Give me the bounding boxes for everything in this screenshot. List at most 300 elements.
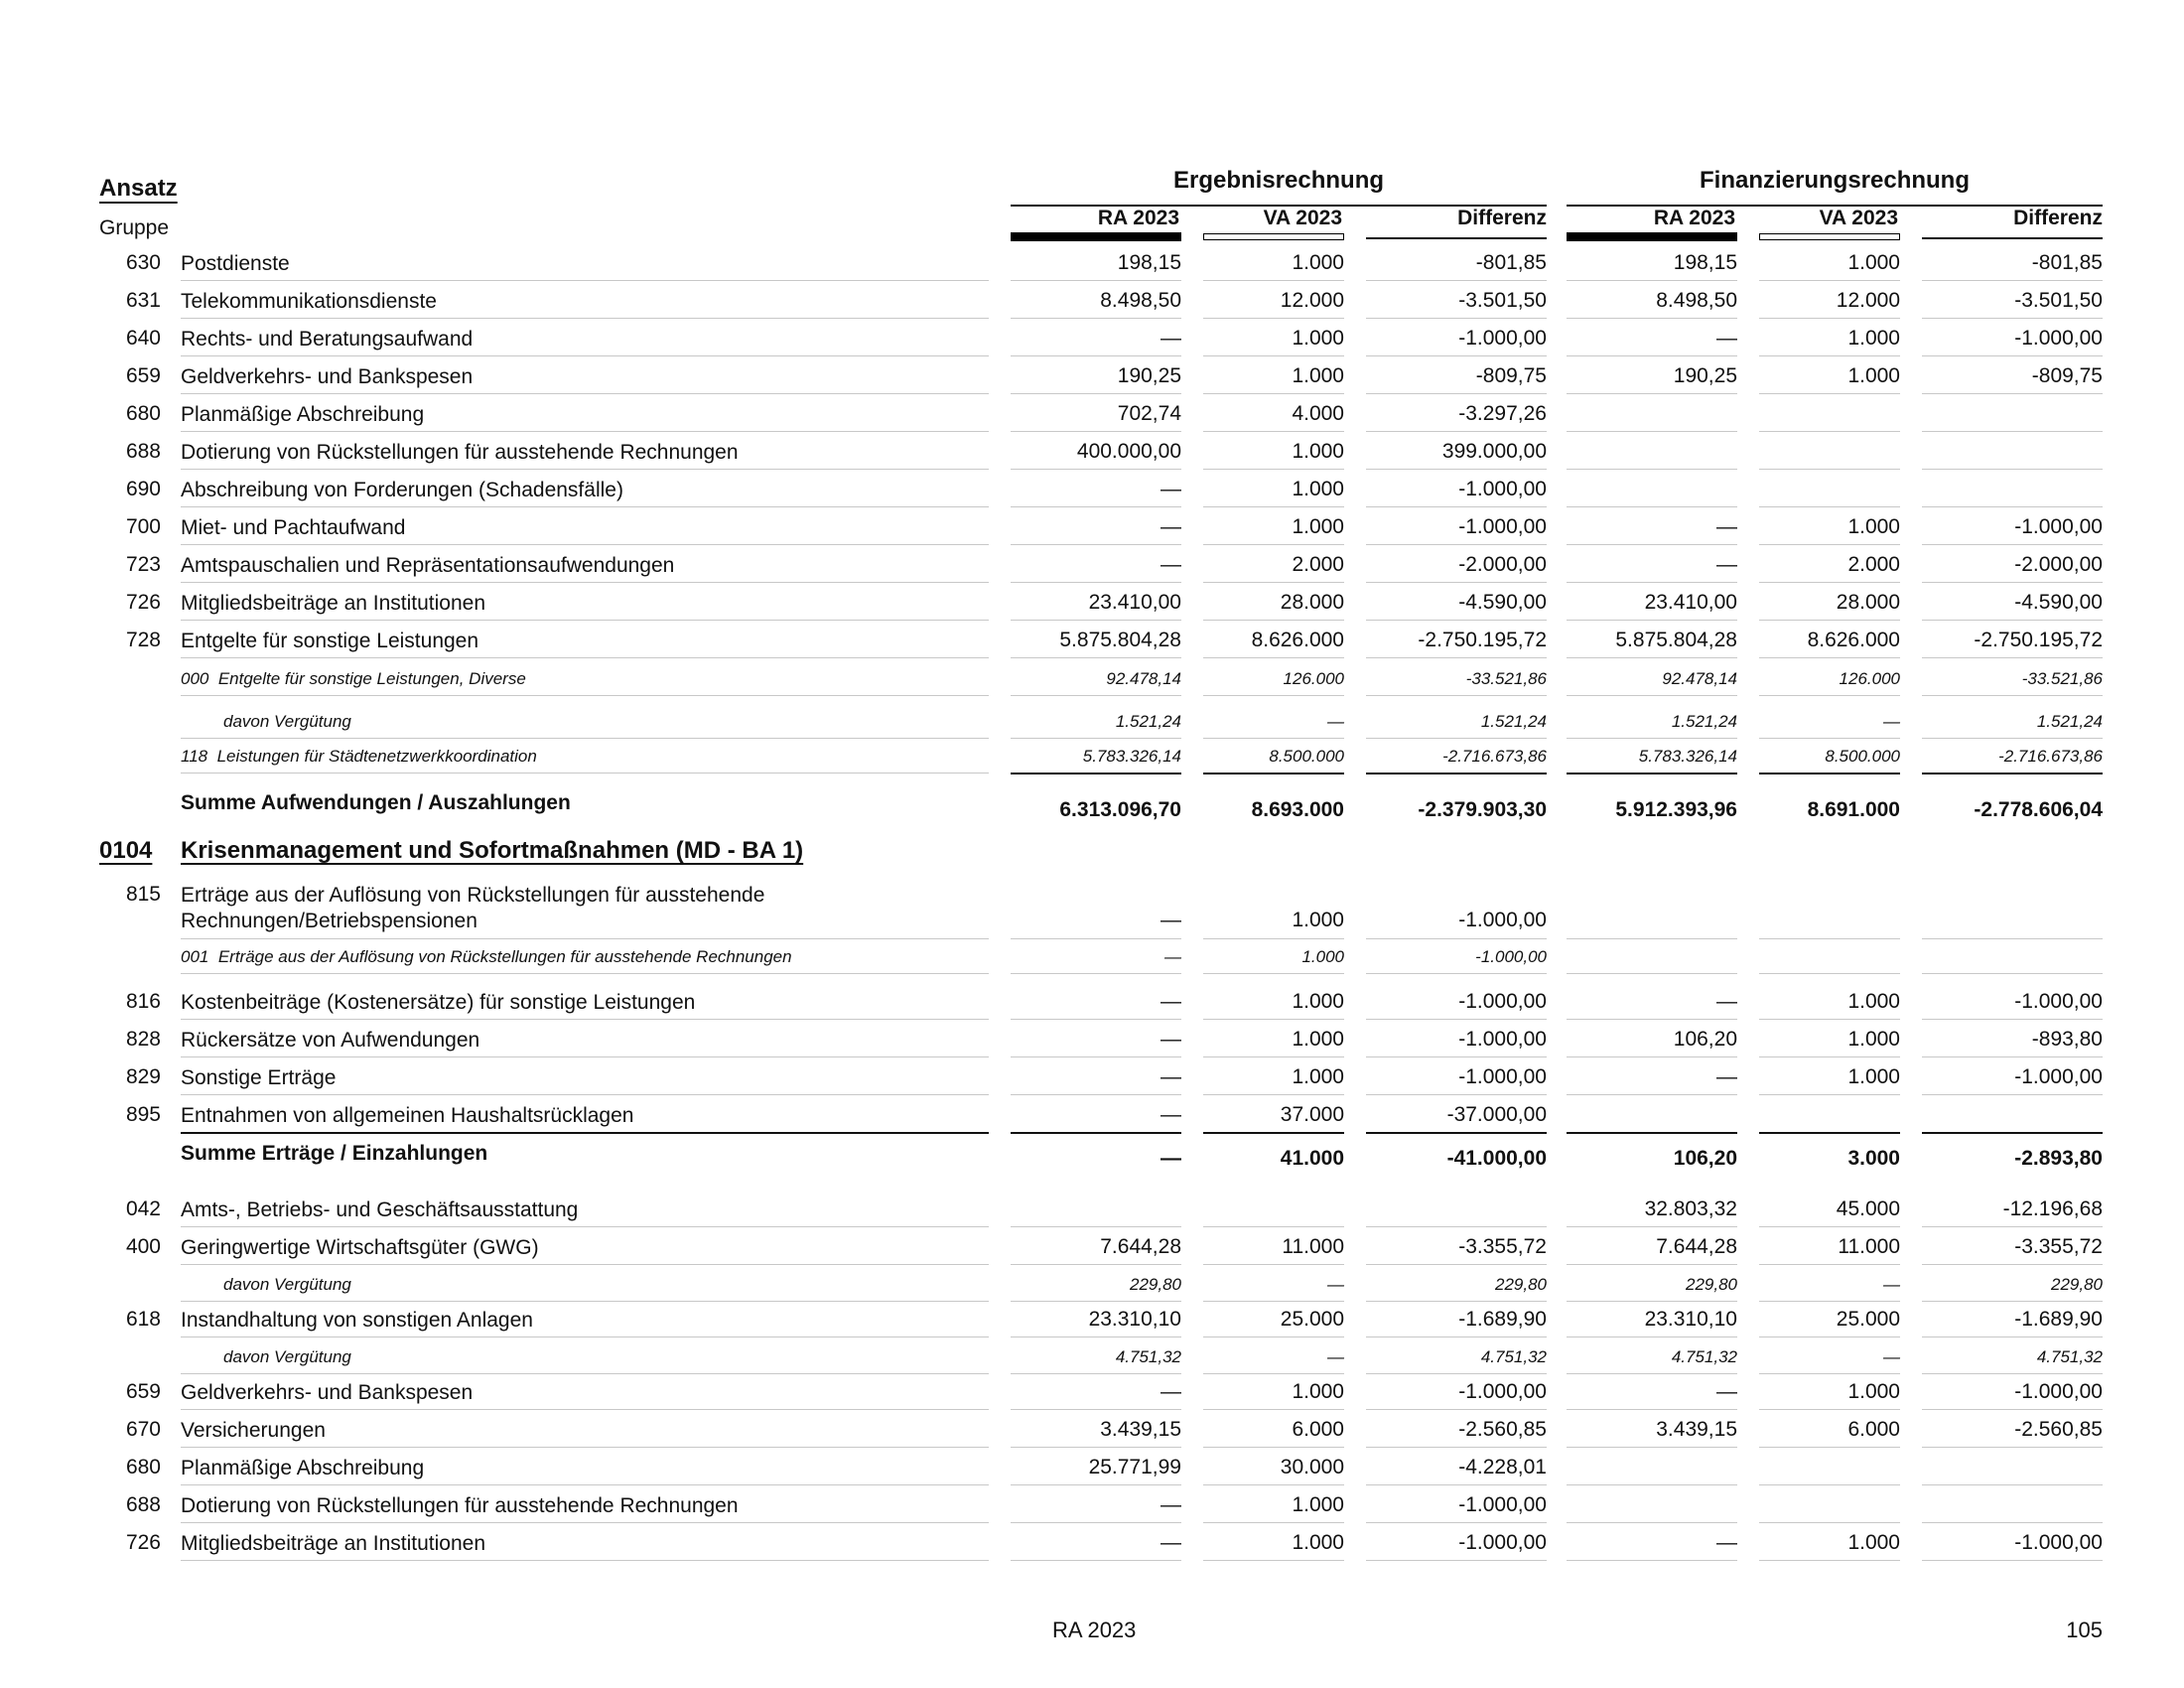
cell-divider bbox=[1011, 1560, 1181, 1561]
row-code: 670 bbox=[125, 1418, 161, 1441]
row-divider bbox=[181, 431, 989, 432]
cell-ra-finanz: — bbox=[1716, 1380, 1737, 1403]
cell-divider bbox=[1922, 773, 2103, 774]
cell-divider bbox=[1567, 695, 1737, 696]
row-label: Planmäßige Abschreibung bbox=[181, 1457, 425, 1479]
cell-divider bbox=[1011, 431, 1181, 432]
cell-divider bbox=[1366, 973, 1547, 974]
cell-diff-ergebnis: -3.501,50 bbox=[1458, 289, 1547, 312]
cell-divider bbox=[1759, 973, 1900, 974]
cell-diff-ergebnis: -3.297,26 bbox=[1458, 402, 1547, 425]
row-divider bbox=[181, 738, 989, 739]
row-code: 723 bbox=[125, 553, 161, 576]
cell-divider bbox=[1011, 318, 1181, 319]
cell-divider bbox=[1922, 620, 2103, 621]
cell-diff-ergebnis: -1.689,90 bbox=[1458, 1308, 1547, 1331]
cell-divider bbox=[1759, 1409, 1900, 1410]
cell-divider bbox=[1366, 506, 1547, 507]
cell-divider bbox=[1203, 773, 1344, 774]
col-head-ra-1: RA 2023 bbox=[1097, 207, 1179, 229]
cell-divider bbox=[1567, 1336, 1737, 1337]
cell-va-finanz: 1.000 bbox=[1847, 1531, 1900, 1554]
cell-diff-finanz: -2.560,85 bbox=[2014, 1418, 2103, 1441]
cell-divider bbox=[1922, 318, 2103, 319]
cell-divider bbox=[1759, 1522, 1900, 1523]
cell-divider bbox=[1922, 657, 2103, 658]
cell-divider bbox=[1759, 1132, 1900, 1134]
cell-diff-finanz: -2.778.606,04 bbox=[1974, 798, 2103, 821]
cell-divider bbox=[1759, 620, 1900, 621]
cell-diff-ergebnis: -2.560,85 bbox=[1458, 1418, 1547, 1441]
row-divider bbox=[181, 1409, 989, 1410]
cell-va-finanz: 28.000 bbox=[1836, 591, 1900, 614]
cell-va-ergebnis: 30.000 bbox=[1280, 1456, 1344, 1478]
row-divider bbox=[181, 1094, 989, 1095]
cell-diff-ergebnis: -1.000,00 bbox=[1475, 947, 1547, 966]
cell-va-ergebnis: 1.000 bbox=[1292, 990, 1344, 1013]
cell-divider bbox=[1366, 620, 1547, 621]
row-code: 659 bbox=[125, 364, 161, 387]
cell-divider bbox=[1011, 1019, 1181, 1020]
cell-diff-ergebnis: -2.750.195,72 bbox=[1418, 629, 1547, 651]
cell-divider bbox=[1759, 280, 1900, 281]
row-divider bbox=[181, 1264, 989, 1265]
cell-diff-ergebnis: -1.000,00 bbox=[1458, 515, 1547, 538]
sub-row-label bbox=[181, 947, 792, 967]
cell-divider bbox=[1203, 1301, 1344, 1302]
cell-divider bbox=[1759, 938, 1900, 939]
row-divider bbox=[181, 280, 989, 281]
cell-divider bbox=[1011, 506, 1181, 507]
cell-va-finanz: 45.000 bbox=[1836, 1197, 1900, 1220]
row-label bbox=[181, 883, 764, 934]
cell-ra-ergebnis: — bbox=[1160, 1028, 1181, 1051]
cell-ra-ergebnis: — bbox=[1160, 327, 1181, 350]
row-divider bbox=[181, 620, 989, 621]
cell-divider bbox=[1567, 1560, 1737, 1561]
cell-divider bbox=[1567, 620, 1737, 621]
sub-label: davon Vergütung bbox=[223, 1347, 351, 1366]
cell-diff-finanz: -1.689,90 bbox=[2014, 1308, 2103, 1331]
cell-diff-ergebnis: -1.000,00 bbox=[1458, 1065, 1547, 1088]
cell-diff-finanz: -33.521,86 bbox=[2021, 669, 2103, 688]
cell-divider bbox=[1011, 280, 1181, 281]
cell-va-ergebnis: 11.000 bbox=[1282, 1235, 1344, 1258]
cell-va-finanz: 8.500.000 bbox=[1825, 747, 1900, 766]
cell-ra-finanz: 32.803,32 bbox=[1644, 1197, 1737, 1220]
cell-diff-finanz: -2.750.195,72 bbox=[1974, 629, 2103, 651]
cell-divider bbox=[1567, 393, 1737, 394]
cell-va-ergebnis: 37.000 bbox=[1280, 1103, 1344, 1126]
sub-code: 118 bbox=[181, 747, 208, 766]
row-label: Sonstige Erträge bbox=[181, 1066, 337, 1089]
cell-divider bbox=[1011, 1056, 1181, 1057]
cell-divider bbox=[1922, 393, 2103, 394]
sub-label: Entgelte für sonstige Leistungen, Diverse bbox=[217, 669, 526, 688]
cell-divider bbox=[1567, 1373, 1737, 1374]
cell-divider bbox=[1203, 506, 1344, 507]
cell-va-ergebnis: 1.000 bbox=[1301, 947, 1344, 966]
cell-divider bbox=[1203, 1056, 1344, 1057]
cell-diff-finanz: 1.521,24 bbox=[2036, 712, 2103, 731]
row-code: 726 bbox=[125, 1531, 161, 1554]
cell-ra-finanz: 229,80 bbox=[1686, 1275, 1737, 1294]
cell-ra-finanz: 106,20 bbox=[1673, 1147, 1737, 1170]
cell-divider bbox=[1203, 1447, 1344, 1448]
cell-divider bbox=[1567, 469, 1737, 470]
cell-divider bbox=[1567, 938, 1737, 939]
row-code: 630 bbox=[125, 251, 161, 274]
cell-divider bbox=[1567, 1226, 1737, 1227]
cell-diff-finanz: -2.716.673,86 bbox=[1998, 747, 2103, 766]
cell-va-finanz: 6.000 bbox=[1847, 1418, 1900, 1441]
cell-ra-finanz: — bbox=[1716, 1065, 1737, 1088]
diff-bar-2 bbox=[1922, 237, 2103, 239]
cell-diff-ergebnis: -1.000,00 bbox=[1458, 327, 1547, 350]
row-label: Geldverkehrs- und Bankspesen bbox=[181, 365, 474, 388]
sub-code: 000 bbox=[181, 669, 209, 688]
cell-divider bbox=[1011, 1336, 1181, 1337]
cell-ra-ergebnis: 6.313.096,70 bbox=[1059, 798, 1181, 821]
row-divider bbox=[181, 393, 989, 394]
cell-ra-ergebnis: — bbox=[1160, 1531, 1181, 1554]
cell-va-ergebnis: — bbox=[1327, 1275, 1344, 1294]
cell-divider bbox=[1759, 1301, 1900, 1302]
cell-divider bbox=[1922, 582, 2103, 583]
row-code: 726 bbox=[125, 591, 161, 614]
cell-divider bbox=[1922, 1447, 2103, 1448]
cell-divider bbox=[1011, 469, 1181, 470]
row-label: Dotierung von Rückstellungen für ausstehende Rechnungen bbox=[181, 1494, 739, 1517]
cell-divider bbox=[1366, 657, 1547, 658]
cell-divider bbox=[1366, 1336, 1547, 1337]
cell-va-finanz: 1.000 bbox=[1847, 1028, 1900, 1051]
sub-label: Erträge aus der Auflösung von Rückstellungen für ausstehende Rechnungen bbox=[217, 947, 792, 966]
col-head-diff-1: Differenz bbox=[1457, 207, 1547, 229]
cell-divider bbox=[1759, 1484, 1900, 1485]
cell-va-ergebnis: 1.000 bbox=[1292, 327, 1344, 350]
cell-va-finanz: 8.691.000 bbox=[1807, 798, 1900, 821]
cell-diff-ergebnis: -2.379.903,30 bbox=[1418, 798, 1547, 821]
row-label: Geldverkehrs- und Bankspesen bbox=[181, 1381, 474, 1404]
cell-divider bbox=[1203, 973, 1344, 974]
row-divider bbox=[181, 506, 989, 507]
cell-divider bbox=[1922, 506, 2103, 507]
cell-divider bbox=[1203, 1226, 1344, 1227]
cell-divider bbox=[1759, 318, 1900, 319]
row-code: 640 bbox=[125, 327, 161, 350]
cell-divider bbox=[1203, 695, 1344, 696]
row-divider bbox=[181, 469, 989, 470]
cell-divider bbox=[1567, 544, 1737, 545]
cell-ra-ergebnis: — bbox=[1160, 515, 1181, 538]
cell-diff-ergebnis: -2.000,00 bbox=[1458, 553, 1547, 576]
cell-divider bbox=[1922, 1264, 2103, 1265]
cell-divider bbox=[1011, 657, 1181, 658]
row-divider bbox=[181, 1522, 989, 1523]
cell-diff-finanz: -1.000,00 bbox=[2014, 990, 2103, 1013]
cell-divider bbox=[1922, 1094, 2103, 1095]
cell-divider bbox=[1203, 1019, 1344, 1020]
cell-diff-finanz: -4.590,00 bbox=[2014, 591, 2103, 614]
cell-divider bbox=[1203, 355, 1344, 356]
cell-ra-ergebnis: 702,74 bbox=[1117, 402, 1181, 425]
cell-divider bbox=[1366, 1522, 1547, 1523]
cell-divider bbox=[1366, 1132, 1547, 1134]
cell-diff-ergebnis: -1.000,00 bbox=[1458, 990, 1547, 1013]
cell-divider bbox=[1922, 1132, 2103, 1134]
cell-divider bbox=[1922, 1409, 2103, 1410]
cell-divider bbox=[1366, 1484, 1547, 1485]
cell-divider bbox=[1203, 280, 1344, 281]
cell-va-ergebnis: 6.000 bbox=[1292, 1418, 1344, 1441]
cell-va-ergebnis: 8.626.000 bbox=[1251, 629, 1344, 651]
row-label-line2: Rechnungen/Betriebspensionen bbox=[181, 910, 478, 932]
cell-divider bbox=[1203, 582, 1344, 583]
cell-ra-finanz: 5.783.326,14 bbox=[1638, 747, 1737, 766]
cell-va-ergebnis: 12.000 bbox=[1280, 289, 1344, 312]
cell-va-ergebnis: 1.000 bbox=[1292, 1493, 1344, 1516]
cell-ra-ergebnis: — bbox=[1160, 1065, 1181, 1088]
cell-va-finanz: 8.626.000 bbox=[1807, 629, 1900, 651]
cell-ra-ergebnis: 23.310,10 bbox=[1088, 1308, 1181, 1331]
cell-va-finanz: 1.000 bbox=[1847, 327, 1900, 350]
cell-va-ergebnis: 1.000 bbox=[1292, 1380, 1344, 1403]
cell-va-ergebnis: 28.000 bbox=[1280, 591, 1344, 614]
diff-bar-1 bbox=[1366, 237, 1547, 239]
cell-divider bbox=[1011, 1301, 1181, 1302]
cell-divider bbox=[1567, 1094, 1737, 1095]
cell-diff-ergebnis: 229,80 bbox=[1495, 1275, 1547, 1294]
cell-divider bbox=[1011, 1522, 1181, 1523]
cell-divider bbox=[1366, 773, 1547, 774]
cell-divider bbox=[1759, 1094, 1900, 1095]
row-label: Amts-, Betriebs- und Geschäftsausstattung bbox=[181, 1198, 579, 1221]
cell-diff-ergebnis: -33.521,86 bbox=[1465, 669, 1547, 688]
sub-label: davon Vergütung bbox=[223, 712, 351, 731]
cell-divider bbox=[1759, 1019, 1900, 1020]
cell-va-ergebnis: 8.693.000 bbox=[1251, 798, 1344, 821]
cell-divider bbox=[1366, 355, 1547, 356]
row-divider bbox=[181, 1560, 989, 1561]
cell-va-ergebnis: 1.000 bbox=[1292, 478, 1344, 500]
col-head-va-1: VA 2023 bbox=[1263, 207, 1342, 229]
cell-diff-ergebnis: -1.000,00 bbox=[1458, 1493, 1547, 1516]
row-code: 680 bbox=[125, 1456, 161, 1478]
cell-diff-ergebnis: -1.000,00 bbox=[1458, 478, 1547, 500]
cell-va-ergebnis: 25.000 bbox=[1280, 1308, 1344, 1331]
cell-divider bbox=[1011, 773, 1181, 774]
row-label: Entnahmen von allgemeinen Haushaltsrücklagen bbox=[181, 1104, 634, 1127]
cell-divider bbox=[1011, 1264, 1181, 1265]
cell-diff-ergebnis: -3.355,72 bbox=[1458, 1235, 1547, 1258]
cell-va-ergebnis: 1.000 bbox=[1292, 251, 1344, 274]
cell-divider bbox=[1567, 318, 1737, 319]
cell-va-ergebnis: 1.000 bbox=[1292, 515, 1344, 538]
cell-va-finanz: 25.000 bbox=[1836, 1308, 1900, 1331]
cell-va-ergebnis: 1.000 bbox=[1292, 364, 1344, 387]
cell-diff-ergebnis: 1.521,24 bbox=[1480, 712, 1547, 731]
row-divider bbox=[181, 773, 989, 774]
cell-divider bbox=[1922, 738, 2103, 739]
cell-divider bbox=[1759, 1336, 1900, 1337]
cell-divider bbox=[1203, 431, 1344, 432]
cell-divider bbox=[1011, 393, 1181, 394]
sub-row-label bbox=[181, 747, 537, 767]
cell-ra-ergebnis: 92.478,14 bbox=[1106, 669, 1181, 688]
cell-divider bbox=[1366, 1226, 1547, 1227]
row-label: Telekommunikationsdienste bbox=[181, 290, 437, 313]
cell-divider bbox=[1567, 773, 1737, 774]
cell-va-ergebnis: 4.000 bbox=[1292, 402, 1344, 425]
row-divider bbox=[181, 973, 989, 974]
row-divider bbox=[181, 1301, 989, 1302]
cell-divider bbox=[1011, 1094, 1181, 1095]
sub-label: Leistungen für Städtenetzwerkkoordination bbox=[216, 747, 537, 766]
row-label: Planmäßige Abschreibung bbox=[181, 403, 425, 426]
cell-ra-finanz: — bbox=[1716, 1531, 1737, 1554]
cell-divider bbox=[1203, 469, 1344, 470]
row-code: 688 bbox=[125, 440, 161, 463]
cell-divider bbox=[1203, 938, 1344, 939]
cell-diff-finanz: -1.000,00 bbox=[2014, 327, 2103, 350]
row-label: Mitgliedsbeiträge an Institutionen bbox=[181, 1532, 486, 1555]
row-code: 400 bbox=[125, 1235, 161, 1258]
cell-divider bbox=[1203, 1264, 1344, 1265]
row-label: Rückersätze von Aufwendungen bbox=[181, 1029, 480, 1052]
cell-divider bbox=[1567, 280, 1737, 281]
cell-diff-ergebnis: -4.590,00 bbox=[1458, 591, 1547, 614]
row-label: Abschreibung von Forderungen (Schadensfälle) bbox=[181, 479, 623, 501]
cell-divider bbox=[1759, 1056, 1900, 1057]
cell-ra-finanz: 106,20 bbox=[1673, 1028, 1737, 1051]
cell-divider bbox=[1011, 973, 1181, 974]
cell-divider bbox=[1759, 773, 1900, 774]
cell-divider bbox=[1922, 938, 2103, 939]
cell-ra-finanz: 5.875.804,28 bbox=[1615, 629, 1737, 651]
cell-ra-ergebnis: 400.000,00 bbox=[1076, 440, 1181, 463]
cell-ra-ergebnis: — bbox=[1160, 1493, 1181, 1516]
cell-divider bbox=[1203, 620, 1344, 621]
cell-ra-ergebnis: 3.439,15 bbox=[1100, 1418, 1181, 1441]
cell-divider bbox=[1759, 544, 1900, 545]
col-head-diff-2: Differenz bbox=[2013, 207, 2103, 229]
cell-va-ergebnis: 1.000 bbox=[1292, 440, 1344, 463]
cell-va-finanz: — bbox=[1883, 1347, 1900, 1366]
row-divider bbox=[181, 1484, 989, 1485]
cell-diff-finanz: -893,80 bbox=[2031, 1028, 2103, 1051]
row-code: 659 bbox=[125, 1380, 161, 1403]
cell-ra-ergebnis: — bbox=[1160, 990, 1181, 1013]
cell-divider bbox=[1922, 1226, 2103, 1227]
row-divider bbox=[181, 1447, 989, 1448]
cell-divider bbox=[1567, 1132, 1737, 1134]
cell-diff-finanz: -1.000,00 bbox=[2014, 515, 2103, 538]
va-bar-1 bbox=[1203, 233, 1344, 240]
cell-divider bbox=[1759, 1447, 1900, 1448]
row-label-line1: Erträge aus der Auflösung von Rückstellungen für ausstehende bbox=[181, 884, 765, 907]
cell-diff-finanz: -1.000,00 bbox=[2014, 1531, 2103, 1554]
cell-va-finanz: 3.000 bbox=[1847, 1147, 1900, 1170]
cell-divider bbox=[1366, 1373, 1547, 1374]
cell-divider bbox=[1922, 1301, 2103, 1302]
row-code: 680 bbox=[125, 402, 161, 425]
cell-divider bbox=[1922, 1336, 2103, 1337]
cell-va-ergebnis: 1.000 bbox=[1292, 1531, 1344, 1554]
row-divider bbox=[181, 355, 989, 356]
cell-divider bbox=[1759, 1226, 1900, 1227]
sum-label: Summe Erträge / Einzahlungen bbox=[181, 1142, 488, 1165]
cell-diff-ergebnis: -1.000,00 bbox=[1458, 1380, 1547, 1403]
cell-divider bbox=[1567, 506, 1737, 507]
cell-divider bbox=[1922, 1056, 2103, 1057]
row-code: 815 bbox=[125, 883, 161, 906]
sub-label: davon Vergütung bbox=[223, 1275, 351, 1294]
sub-row-label bbox=[181, 669, 526, 689]
cell-diff-ergebnis: -4.228,01 bbox=[1458, 1456, 1547, 1478]
row-label: Geringwertige Wirtschaftsgüter (GWG) bbox=[181, 1236, 539, 1259]
cell-va-ergebnis: 126.000 bbox=[1283, 669, 1344, 688]
row-code: 728 bbox=[125, 629, 161, 651]
cell-divider bbox=[1011, 1226, 1181, 1227]
cell-divider bbox=[1203, 1373, 1344, 1374]
cell-divider bbox=[1203, 544, 1344, 545]
cell-divider bbox=[1567, 1019, 1737, 1020]
row-divider bbox=[181, 1056, 989, 1057]
cell-ra-finanz: 23.410,00 bbox=[1644, 591, 1737, 614]
cell-ra-ergebnis: 190,25 bbox=[1117, 364, 1181, 387]
cell-ra-finanz: 3.439,15 bbox=[1656, 1418, 1737, 1441]
cell-diff-ergebnis: 4.751,32 bbox=[1480, 1347, 1547, 1366]
cell-divider bbox=[1366, 938, 1547, 939]
cell-ra-finanz: — bbox=[1716, 553, 1737, 576]
cell-ra-ergebnis: 5.783.326,14 bbox=[1082, 747, 1181, 766]
cell-diff-finanz: 229,80 bbox=[2051, 1275, 2103, 1294]
cell-va-finanz: 1.000 bbox=[1847, 1380, 1900, 1403]
cell-va-ergebnis: 41.000 bbox=[1280, 1147, 1344, 1170]
row-code: 829 bbox=[125, 1065, 161, 1088]
cell-divider bbox=[1366, 738, 1547, 739]
cell-ra-ergebnis: 25.771,99 bbox=[1088, 1456, 1181, 1478]
cell-diff-finanz: -12.196,68 bbox=[2002, 1197, 2103, 1220]
cell-va-ergebnis: — bbox=[1327, 1347, 1344, 1366]
cell-divider bbox=[1366, 393, 1547, 394]
cell-divider bbox=[1922, 1560, 2103, 1561]
cell-divider bbox=[1366, 469, 1547, 470]
cell-va-finanz: — bbox=[1883, 1275, 1900, 1294]
cell-divider bbox=[1203, 1522, 1344, 1523]
cell-divider bbox=[1203, 1409, 1344, 1410]
cell-divider bbox=[1366, 582, 1547, 583]
row-code: 700 bbox=[125, 515, 161, 538]
cell-diff-finanz: -2.000,00 bbox=[2014, 553, 2103, 576]
cell-ra-finanz: 4.751,32 bbox=[1671, 1347, 1737, 1366]
cell-diff-ergebnis: -37.000,00 bbox=[1446, 1103, 1547, 1126]
cell-ra-ergebnis: 5.875.804,28 bbox=[1059, 629, 1181, 651]
cell-divider bbox=[1011, 1409, 1181, 1410]
cell-divider bbox=[1759, 393, 1900, 394]
cell-ra-finanz: 23.310,10 bbox=[1644, 1308, 1737, 1331]
cell-divider bbox=[1759, 431, 1900, 432]
cell-diff-finanz: -1.000,00 bbox=[2014, 1065, 2103, 1088]
cell-divider bbox=[1366, 1264, 1547, 1265]
cell-ra-finanz: — bbox=[1716, 327, 1737, 350]
row-label: Miet- und Pachtaufwand bbox=[181, 516, 406, 539]
cell-divider bbox=[1567, 1056, 1737, 1057]
cell-va-finanz: 1.000 bbox=[1847, 364, 1900, 387]
cell-ra-ergebnis: 23.410,00 bbox=[1088, 591, 1181, 614]
cell-ra-finanz: 190,25 bbox=[1673, 364, 1737, 387]
